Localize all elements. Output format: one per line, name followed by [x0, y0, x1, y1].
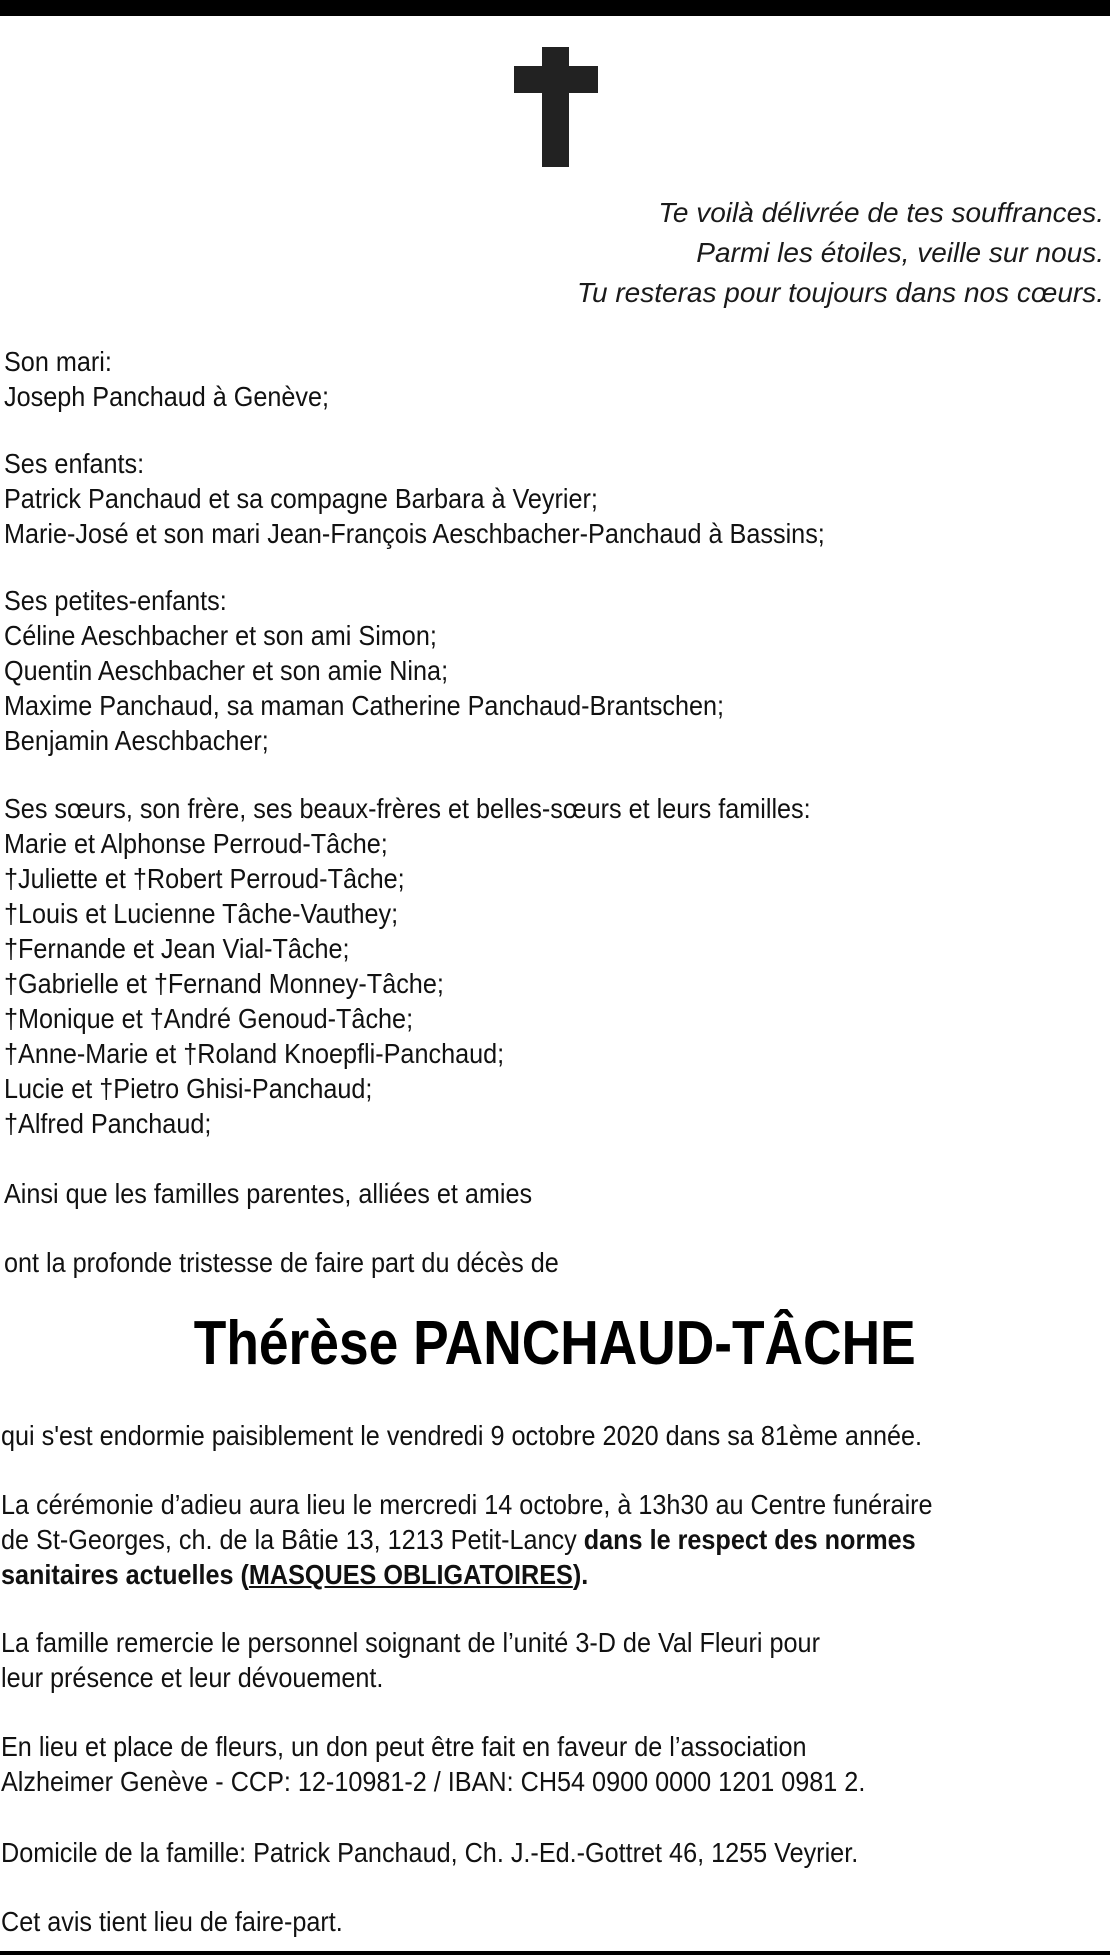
family-member: †Louis et Lucienne Tâche-Vauthey; — [4, 898, 399, 929]
section-heading: Son mari: — [4, 346, 112, 377]
deceased-name — [0, 1306, 1110, 1382]
husband-section — [4, 344, 329, 414]
donation-line: En lieu et place de fleurs, un don peut être fait en faveur de l’association — [1, 1731, 807, 1762]
donation-section — [1, 1729, 865, 1799]
epitaph-quote — [404, 193, 1104, 313]
thanks-line: leur présence et leur dévouement. — [1, 1662, 384, 1693]
domicile-line: Domicile de la famille: Patrick Panchaud, Ch. J.-Ed.-Gottret 46, 1255 Veyrier. — [1, 1837, 859, 1868]
announcement-line: ont la profonde tristesse de faire part du décès de — [4, 1247, 559, 1278]
ceremony-location: de St-Georges, ch. de la Bâtie 13, 1213 Petit-Lancy — [1, 1524, 584, 1555]
quote-line: Tu resteras pour toujours dans nos cœurs. — [576, 277, 1104, 308]
deceased-name-text: Thérèse PANCHAUD-TÂCHE — [194, 1309, 916, 1378]
closing-line: Cet avis tient lieu de faire-part. — [1, 1906, 343, 1937]
family-member: †Juliette et †Robert Perroud-Tâche; — [4, 863, 405, 894]
family-member: †Alfred Panchaud; — [4, 1108, 212, 1139]
family-member: †Anne-Marie et †Roland Knoepfli-Panchaud; — [4, 1038, 505, 1069]
cross-icon — [514, 47, 598, 167]
family-member: Benjamin Aeschbacher; — [4, 725, 269, 756]
thanks-line: La famille remercie le personnel soignant de l’unité 3-D de Val Fleuri pour — [1, 1627, 820, 1658]
bottom-border-rule — [0, 1951, 1110, 1955]
masks-mandatory-notice: MASQUES OBLIGATOIRES — [248, 1559, 573, 1590]
ceremony-line: La cérémonie d’adieu aura lieu le mercredi 14 octobre, à 13h30 au Centre funéraire — [1, 1489, 933, 1520]
families-line: Ainsi que les familles parentes, alliées et amies — [4, 1178, 533, 1209]
passing-line: qui s'est endormie paisiblement le vendredi 9 octobre 2020 dans sa 81ème année. — [1, 1420, 923, 1451]
section-heading: Ses petites-enfants: — [4, 585, 227, 616]
ceremony-notice-bold: dans le respect des normes — [583, 1524, 916, 1555]
section-heading: Ses enfants: — [4, 448, 145, 479]
thanks-section — [1, 1625, 820, 1695]
quote-line: Te voilà délivrée de tes souffrances. — [658, 197, 1104, 228]
family-member: Quentin Aeschbacher et son amie Nina; — [4, 655, 449, 686]
family-member: †Gabrielle et †Fernand Monney-Tâche; — [4, 968, 444, 999]
ceremony-notice-bold: sanitaires actuelles ( — [1, 1559, 249, 1590]
quote-line: Parmi les étoiles, veille sur nous. — [696, 237, 1104, 268]
top-border-rule — [0, 0, 1110, 16]
family-member: Marie et Alphonse Perroud-Tâche; — [4, 828, 388, 859]
family-member: Céline Aeschbacher et son ami Simon; — [4, 620, 437, 651]
ceremony-line — [1, 1522, 933, 1557]
family-member: Marie-José et son mari Jean-François Aeschbacher-Panchaud à Bassins; — [4, 518, 825, 549]
family-member: Joseph Panchaud à Genève; — [4, 381, 330, 412]
family-member: Maxime Panchaud, sa maman Catherine Panchaud-Brantschen; — [4, 690, 724, 721]
ceremony-notice-bold: ). — [572, 1559, 589, 1590]
siblings-section — [4, 791, 811, 1141]
section-heading: Ses sœurs, son frère, ses beaux-frères et belles-sœurs et leurs familles: — [4, 793, 811, 824]
ceremony-line — [1, 1557, 933, 1592]
children-section — [4, 446, 825, 551]
donation-line: Alzheimer Genève - CCP: 12-10981-2 / IBAN: CH54 0900 0000 1201 0981 2. — [1, 1766, 866, 1797]
family-member: †Fernande et Jean Vial-Tâche; — [4, 933, 350, 964]
grandchildren-section — [4, 583, 724, 758]
family-member: Patrick Panchaud et sa compagne Barbara à Veyrier; — [4, 483, 598, 514]
ceremony-section — [1, 1487, 933, 1592]
family-member: Lucie et †Pietro Ghisi-Panchaud; — [4, 1073, 373, 1104]
family-member: †Monique et †André Genoud-Tâche; — [4, 1003, 414, 1034]
